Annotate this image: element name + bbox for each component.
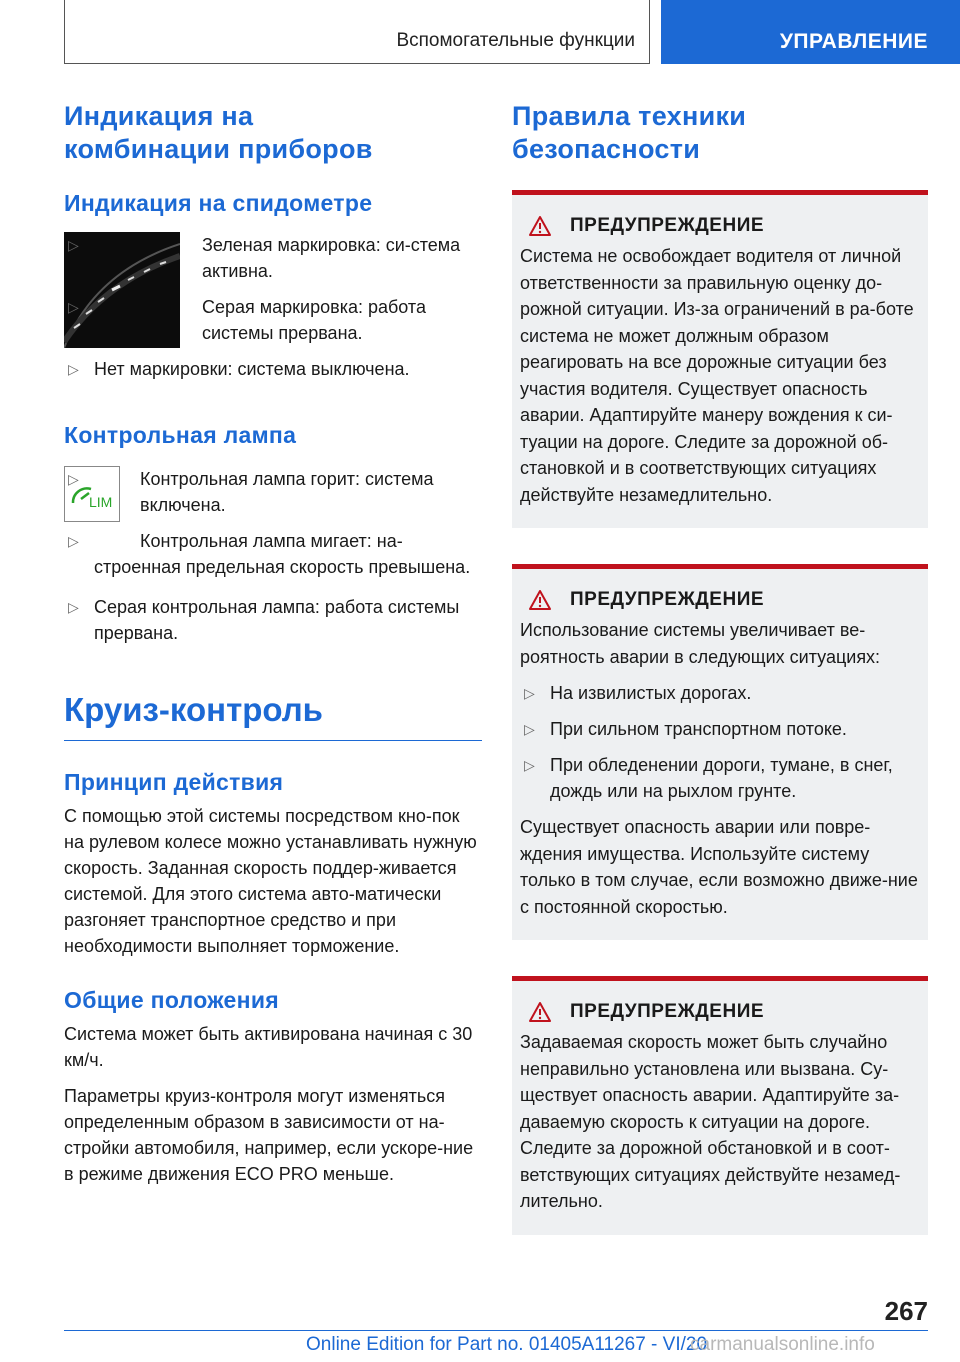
triangle-bullet-icon: ▷ — [68, 599, 79, 615]
heading-speedometer: Индикация на спидометре — [64, 190, 373, 216]
lamp-list-continued — [64, 594, 482, 646]
list-item: ▷ При сильном транспортном потоке. — [520, 716, 920, 742]
header-chapter-tab[interactable]: УПРАВЛЕНИЕ — [661, 0, 960, 64]
warning-label: ПРЕДУПРЕЖДЕНИЕ — [570, 1001, 765, 1022]
edition-footer: Online Edition for Part no. 01405A11267 - VI/20 — [306, 1334, 708, 1355]
triangle-bullet-icon: ▷ — [68, 361, 79, 377]
triangle-bullet-icon: ▷ — [68, 237, 79, 253]
warning-situations-list — [520, 680, 920, 804]
section-divider — [64, 740, 482, 741]
warning-outro: Существует опасность аварии или повре-ждения имущества. Используйте систему только в том случае, если возможно движе-ние с постоянной скоростью. — [520, 817, 918, 917]
principle-text: С помощью этой системы посредством кно-пок на рулевом колесе можно устанавливать нужную скорость. Заданная скорость поддер-живается системой. Для этого система авто-матически разгоняет транспортное средство и при необходимости выполняет торможение. — [64, 806, 477, 956]
speedometer-list — [64, 232, 482, 382]
list-item: ▷ На извилистых дорогах. — [520, 680, 920, 706]
list-item: ▷ Контрольная лампа горит: система включена. — [64, 466, 482, 518]
triangle-bullet-icon: ▷ — [524, 721, 535, 737]
triangle-bullet-icon: ▷ — [524, 685, 535, 701]
heading-safety: Правила техники безопасности — [512, 101, 747, 164]
warning-label: ПРЕДУПРЕЖДЕНИЕ — [570, 215, 765, 236]
warning-box-2 — [512, 564, 928, 940]
triangle-bullet-icon: ▷ — [68, 471, 79, 487]
warning-text: Задаваемая скорость может быть случайно неправильно установлена или вызвана. Су-ществует опасность аварии. Адаптируйте за-даваемую скорость к ситуации на дороге. Следите за дорожной обстановкой и в соот-ветствующих ситуациях действуйте незамед-лительно. — [520, 1032, 901, 1211]
warning-triangle-icon — [528, 1001, 552, 1023]
page-number: 267 — [884, 1296, 928, 1326]
warning-box-3 — [512, 976, 928, 1235]
lim-label: LIM — [89, 494, 113, 510]
left-column — [64, 100, 482, 1187]
triangle-bullet-icon: ▷ — [524, 757, 535, 773]
list-item: ▷ Зеленая маркировка: си-стема активна. — [64, 232, 482, 284]
heading-principle: Принцип действия — [64, 769, 284, 795]
general-text-1: Система может быть активирована начиная с 30 км/ч. — [64, 1024, 473, 1070]
heading-display: Индикация на комбинации приборов — [64, 101, 373, 164]
list-item: ▷ Нет маркировки: система выключена. — [64, 356, 482, 382]
list-item: ▷ Серая контрольная лампа: работа системы прервана. — [64, 594, 482, 646]
header-section-title: Вспомогательные функции — [64, 0, 650, 64]
warning-label: ПРЕДУПРЕЖДЕНИЕ — [570, 589, 765, 610]
heading-cruise-control: Круиз-контроль — [64, 691, 323, 728]
warning-triangle-icon — [528, 589, 552, 611]
warning-box-1 — [512, 190, 928, 528]
list-item: ▷ Контрольная лампа мигает: на-строенная предельная скорость превышена. — [64, 528, 482, 580]
heading-indicator-lamp: Контрольная лампа — [64, 422, 297, 448]
warning-triangle-icon — [528, 215, 552, 237]
lamp-list — [64, 466, 482, 580]
list-item: ▷ При обледенении дороги, тумане, в снег, дождь или на рыхлом грунте. — [520, 752, 920, 804]
watermark: carmanualsonline.info — [690, 1334, 875, 1355]
triangle-bullet-icon: ▷ — [68, 299, 79, 315]
warning-intro: Использование системы увеличивает ве-роятность аварии в следующих ситуациях: — [520, 620, 881, 667]
right-column — [512, 100, 928, 1235]
list-item: ▷ Серая маркировка: работа системы прервана. — [64, 294, 482, 346]
general-text-2: Параметры круиз-контроля могут изменяться определенным образом в зависимости от на-стройки автомобиля, например, если ускоре-ние в режиме движения ECO PRO меньше. — [64, 1086, 474, 1184]
heading-general: Общие положения — [64, 987, 279, 1013]
footer-divider — [64, 1330, 928, 1331]
triangle-bullet-icon: ▷ — [68, 533, 79, 549]
warning-text: Система не освобождает водителя от личной ответственности за правильную оценку до-рожной ситуации. Из-за ограничений в ра-боте система не может должным образом реагировать на все дорожные ситуации без участия водителя. Существует опасность аварии. Адаптируйте манеру вождения к си-туации на дороге. Следите за дорожной об-становкой и в соответствующих ситуациях действуйте незамедлительно. — [520, 246, 914, 505]
